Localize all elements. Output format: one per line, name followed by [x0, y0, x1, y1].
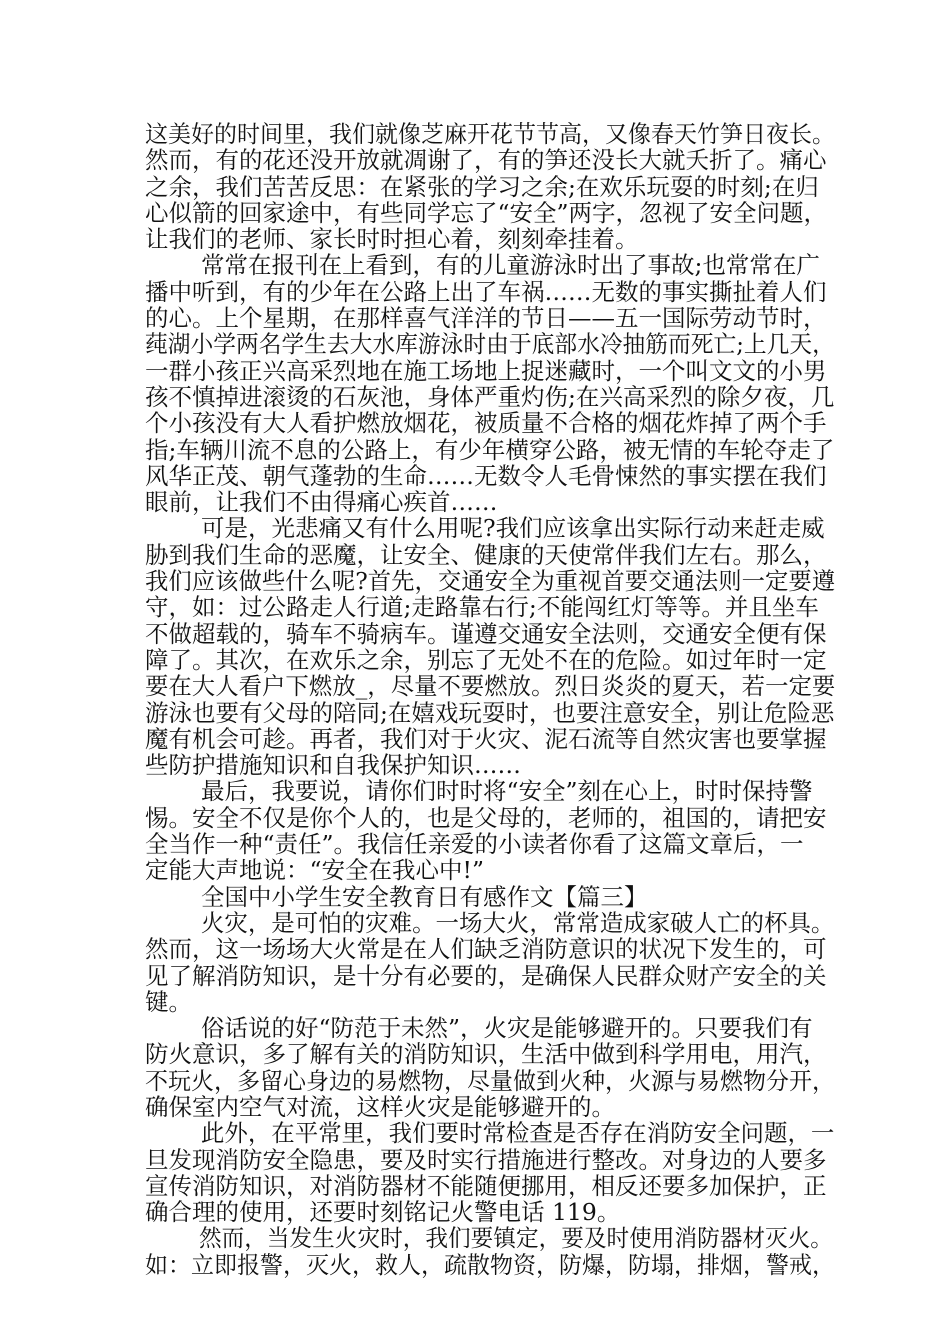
text-line: 然而，有的花还没开放就凋谢了，有的笋还没长大就夭折了。痛心 — [145, 146, 827, 175]
text-line: 播中听到，有的少年在公路上出了车祸……无数的事实撕扯着人们 — [145, 277, 827, 306]
text-line: 些防护措施知识和自我保护知识…… — [145, 751, 521, 780]
text-line: 然而，这一场场大火常是在人们缺乏消防意识的状况下发生的，可 — [145, 935, 827, 964]
text-line: 如：立即报警，灭火，救人，疏散物资，防爆，防塌，排烟，警戒， — [145, 1250, 835, 1279]
text-line: 要在大人看户下燃放_，尽量不要燃放。烈日炎炎的夏天，若一定要 — [145, 672, 836, 701]
text-line: 孩不慎掉进滚烫的石灰池，身体严重灼伤;在兴高采烈的除夕夜，几 — [145, 382, 835, 411]
text-line: 游泳也要有父母的陪同;在嬉戏玩耍时，也要注意安全，别让危险恶 — [145, 698, 835, 727]
text-line: 一群小孩正兴高采烈地在施工场地上捉迷藏时，一个叫文文的小男 — [145, 356, 827, 385]
text-line: 指;车辆川流不息的公路上，有少年横穿公路，被无情的车轮夺走了 — [145, 435, 835, 464]
text-line: 胁到我们生命的恶魔，让安全、健康的天使常伴我们左右。那么， — [145, 540, 827, 569]
text-line: 防火意识，多了解有关的消防知识，生活中做到科学用电，用汽， — [145, 1040, 827, 1069]
text-line: 让我们的老师、家长时时担心着，刻刻牵挂着。 — [145, 225, 639, 254]
text-line: 键。 — [145, 987, 192, 1016]
text-line: 常常在报刊在上看到，有的儿童游泳时出了事故;也常常在广 — [201, 251, 820, 280]
text-line: 我们应该做些什么呢?首先，交通安全为重视首要交通法则一定要遵 — [145, 567, 836, 596]
text-line: 风华正茂、朝气蓬勃的生命……无数令人毛骨悚然的事实摆在我们 — [145, 461, 827, 490]
text-line: 此外，在平常里，我们要时常检查是否存在消防安全问题，一 — [200, 1119, 835, 1148]
text-line: 俗话说的好“防范于未然”，火灾是能够避开的。只要我们有 — [201, 1014, 813, 1043]
text-line: 旦发现消防安全隐患，要及时实行措施进行整改。对身边的人要多 — [145, 1145, 827, 1174]
text-line: 火灾，是可怕的灾难。一场大火，常常造成家破人亡的杯具。 — [200, 908, 835, 937]
text-line: 全国中小学生安全教育日有感作文【篇三】 — [201, 882, 648, 911]
text-line: 心似箭的回家途中，有些同学忘了“安全”两字，忽视了安全问题， — [145, 198, 828, 227]
text-line: 个小孩没有大人看护燃放烟花，被质量不合格的烟花炸掉了两个手 — [145, 409, 827, 438]
text-line: 全当作一种“责任”。我信任亲爱的小读者你看了这篇文章后，一 — [145, 830, 804, 859]
text-line: 确合理的使用，还要时刻铭记火警电话 119。 — [145, 1198, 621, 1227]
text-line: 定能大声地说：“安全在我心中!” — [145, 856, 484, 885]
body-text — [145, 121, 835, 1278]
text-line: 不做超载的，骑车不骑病车。谨遵交通安全法则，交通安全便有保 — [145, 619, 827, 648]
text-line: 确保室内空气对流，这样火灾是能够避开的。 — [145, 1092, 615, 1121]
text-line: 惕。安全不仅是你个人的，也是父母的，老师的，祖国的，请把安 — [145, 803, 827, 832]
text-line: 见了解消防知识，是十分有必要的，是确保人民群众财产安全的关 — [145, 961, 827, 990]
text-line: 可是，光悲痛又有什么用呢?我们应该拿出实际行动来赶走威 — [201, 514, 825, 543]
text-line: 这美好的时间里，我们就像芝麻开花节节高，又像春天竹笋日夜长。 — [145, 120, 835, 148]
text-line: 最后，我要说，请你们时时将“安全”刻在心上，时时保持警 — [201, 777, 813, 806]
text-line: 的心。上个星期，在那样喜气洋洋的节日——五一国际劳动节时， — [145, 304, 827, 333]
text-line: 障了。其次，在欢乐之余，别忘了无处不在的危险。如过年时一定 — [145, 645, 827, 674]
text-line: 魔有机会可趁。再者，我们对于火灾、泥石流等自然灾害也要掌握 — [145, 724, 827, 753]
text-line: 眼前，让我们不由得痛心疾首…… — [145, 488, 498, 517]
text-line: 莼湖小学两名学生去大水库游泳时由于底部水冷抽筋而死亡;上几天， — [145, 330, 835, 359]
text-line: 宣传消防知识，对消防器材不能随便挪用，相反还要多加保护，正 — [145, 1171, 827, 1200]
text-line: 然而，当发生火灾时，我们要镇定，要及时使用消防器材灭火。 — [198, 1224, 833, 1253]
text-line: 之余，我们苦苦反思：在紧张的学习之余;在欢乐玩耍的时刻;在归 — [145, 172, 819, 201]
text-line: 不玩火，多留心身边的易燃物，尽量做到火种，火源与易燃物分开， — [145, 1066, 835, 1095]
text-line: 守，如：过公路走人行道;走路靠右行;不能闯红灯等等。并且坐车 — [145, 593, 819, 622]
